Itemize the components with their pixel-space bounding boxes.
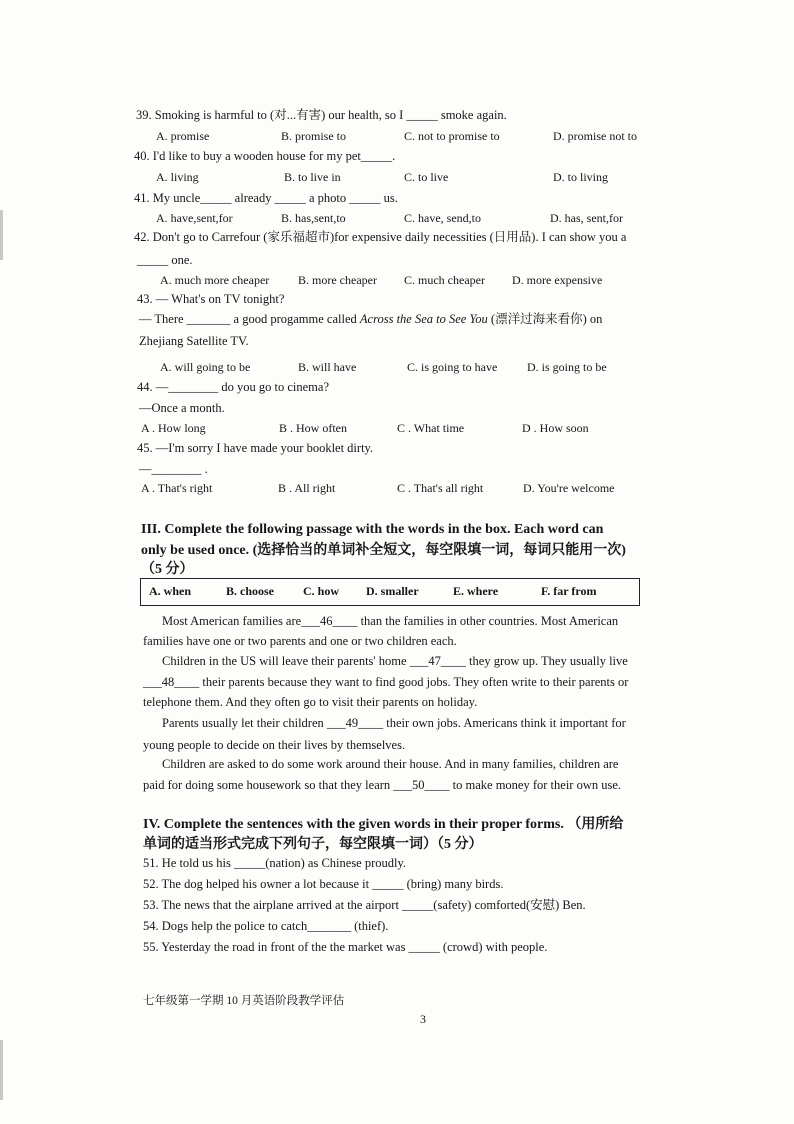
- question-43-line2-end: (漂洋过海来看你) on: [487, 312, 603, 326]
- question-42-option-c: C. much cheaper: [404, 273, 485, 287]
- question-41-option-a: A. have,sent,for: [156, 211, 233, 225]
- question-39-option-d: D. promise not to: [553, 129, 637, 143]
- word-box-item-d: D. smaller: [366, 584, 419, 598]
- question-43-option-d: D. is going to be: [527, 360, 607, 374]
- question-40-option-c: C. to live: [404, 170, 449, 184]
- word-box-item-c: C. how: [303, 584, 340, 598]
- question-39-option-c: C. not to promise to: [404, 129, 500, 143]
- question-42-option-d: D. more expensive: [512, 273, 603, 287]
- footer-text: 七年级第一学期 10 月英语阶段教学评估: [143, 995, 345, 1007]
- sentence-item-52: 52. The dog helped his owner a lot because it _____ (bring) many birds.: [143, 877, 504, 891]
- scan-edge-mark: [0, 210, 3, 260]
- question-39-option-b: B. promise to: [281, 129, 346, 143]
- question-43-stem: 43. — What's on TV tonight?: [137, 292, 285, 306]
- question-45-option-a: A . That's right: [141, 481, 213, 495]
- question-44-option-d: D . How soon: [522, 421, 589, 435]
- question-44-option-b: B . How often: [279, 421, 347, 435]
- question-39-stem: 39. Smoking is harmful to (对...有害) our health, so I _____ smoke again.: [136, 108, 507, 122]
- passage-line: Children in the US will leave their parents' home ___47____ they grow up. They usually live: [162, 654, 628, 668]
- sentence-item-53: 53. The news that the airplane arrived at the airport _____(safety) comforted(安慰) Ben.: [143, 898, 586, 912]
- passage-line: young people to decide on their lives by themselves.: [143, 738, 406, 752]
- question-43-option-b: B. will have: [298, 360, 357, 374]
- question-43-line3: Zhejiang Satellite TV.: [139, 334, 249, 348]
- question-40-option-d: D. to living: [553, 170, 609, 184]
- question-45-answer: —________ .: [139, 462, 208, 476]
- passage-line: paid for doing some housework so that they learn ___50____ to make money for their own use.: [143, 778, 622, 792]
- question-41-option-d: D. has, sent,for: [550, 211, 623, 225]
- question-41-option-c: C. have, send,to: [404, 211, 481, 225]
- question-43-line2: [139, 311, 602, 327]
- question-42-option-a: A. much more cheaper: [160, 273, 270, 287]
- word-box: [140, 578, 640, 606]
- question-40-option-b: B. to live in: [284, 170, 341, 184]
- question-42-option-b: B. more cheaper: [298, 273, 377, 287]
- question-42-stem-continued: _____ one.: [137, 253, 193, 267]
- question-44-answer: —Once a month.: [139, 401, 225, 415]
- section-4-title-line2: 单词的适当形式完成下列句子，每空限填一词）（5 分）: [143, 837, 483, 852]
- question-40-stem: 40. I'd like to buy a wooden house for my pet_____.: [134, 149, 396, 163]
- word-box-item-a: A. when: [149, 584, 192, 598]
- word-box-item-f: F. far from: [541, 584, 597, 598]
- question-41-stem: 41. My uncle_____ already _____ a photo _____ us.: [134, 191, 398, 205]
- question-40-option-a: A. living: [156, 170, 199, 184]
- question-41-option-b: B. has,sent,to: [281, 211, 346, 225]
- question-45-option-d: D. You're welcome: [523, 481, 615, 495]
- question-44-option-c: C . What time: [397, 421, 465, 435]
- word-box-item-b: B. choose: [226, 584, 274, 598]
- section-3-title-line1: III. Complete the following passage with the words in the box. Each word can: [141, 522, 604, 537]
- question-45-option-c: C . That's all right: [397, 481, 484, 495]
- question-45-option-b: B . All right: [278, 481, 336, 495]
- sentence-item-51: 51. He told us his _____(nation) as Chinese proudly.: [143, 856, 407, 870]
- section-4-title-line1: IV. Complete the sentences with the given words in their proper forms. （用所给: [143, 817, 624, 832]
- passage-line: Most American families are___46____ than the families in other countries. Most American: [162, 614, 619, 628]
- passage-line: telephone them. And they often go to visit their parents on holiday.: [143, 695, 478, 709]
- passage-line: Parents usually let their children ___49____ their own jobs. Americans think it important for: [162, 716, 626, 730]
- sentence-item-55: 55. Yesterday the road in front of the the market was _____ (crowd) with people.: [143, 940, 548, 954]
- word-box-item-e: E. where: [453, 584, 499, 598]
- page-number: 3: [420, 1012, 426, 1026]
- question-39-option-a: A. promise: [156, 129, 210, 143]
- passage-line: ___48____ their parents because they want to find good jobs. They often write to their parents or: [143, 675, 629, 689]
- question-42-stem: 42. Don't go to Carrefour (家乐福超市)for expensive daily necessities (日用品). I can show you a: [134, 230, 627, 244]
- section-3-title-line2: only be used once. (选择恰当的单词补全短文，每空限填一词，每词只能用一次): [141, 543, 626, 558]
- question-43-line2-start: — There _______ a good progamme called: [139, 312, 360, 326]
- sentence-item-54: 54. Dogs help the police to catch_______ (thief).: [143, 919, 389, 933]
- passage-line: families have one or two parents and one or two children each.: [143, 634, 457, 648]
- programme-title: Across the Sea to See You: [359, 312, 488, 326]
- question-43-option-a: A. will going to be: [160, 360, 251, 374]
- question-43-option-c: C. is going to have: [407, 360, 498, 374]
- question-44-stem: 44. —________ do you go to cinema?: [137, 380, 329, 394]
- scan-edge-mark: [0, 1040, 3, 1100]
- section-3-title-line3: （5 分）: [141, 562, 194, 577]
- question-45-stem: 45. —I'm sorry I have made your booklet dirty.: [137, 441, 374, 455]
- passage-line: Children are asked to do some work around their house. And in many families, children are: [162, 757, 619, 771]
- question-44-option-a: A . How long: [141, 421, 206, 435]
